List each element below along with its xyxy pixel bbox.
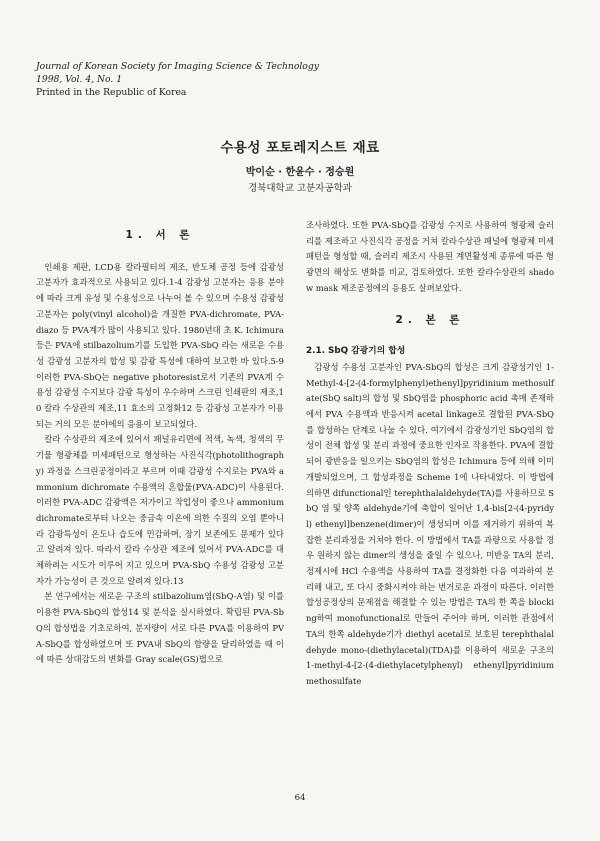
authors: 박이순 · 한윤수 · 정승원 <box>245 167 355 178</box>
journal-header <box>36 60 319 99</box>
section-heading-intro: 1. 서 론 <box>125 229 195 241</box>
page-number: 64 <box>294 793 306 803</box>
journal-volume: 1998, Vol. 4, No. 1 <box>36 74 123 85</box>
paragraph: 칼라 수상관의 제조에 있어서 패널유리면에 적색, 녹색, 청색의 무기물 형광체를 미세패턴으로 형성하는 사진식각(photolithography) 과정을 스크린공정이라고 부르며 이때 감광성 수지로는 PVA와 ammonium dichromate 수용액의 혼합물(PVA-ADC)이 사용된다. 이러한 PVA-ADC 감광액은 저가이고 작업성이 좋으나 ammonium dichromate로부터 나오는 중금속 이온에 의한 수질의 오염 뿐아니라 감광특성이 온도나 습도에 민감하며, 장기 보존에도 문제가 있다고 알려져 있다. 따라서 칼라 수상관 제조에 있어서 PVA-ADC를 대체하려는 시도가 이루어 지고 있으며 PVA-SbQ 수용성 감광성 고분자가 가능성이 큰 것으로 알려져 있다.13 <box>36 434 284 586</box>
paragraph: 본 연구에서는 새로운 구조의 stilbazolium염(SbQ-A염) 및 이를 이용한 PVA-SbQ의 합성14 및 분석을 실시하였다. 확립된 PVA-SbQ의 합성법을 기초로하여, 분자량이 서로 다른 PVA를 이용하여 PVA-SbQ를 합성하였으며 또 PVA내 SbQ의 함량을 달리하였을 때 이에 따른 상대감도의 변화를 Gray scale(GS)법으로 <box>36 591 284 665</box>
section-heading-body: 2. 본 론 <box>395 313 465 326</box>
paragraph: 인쇄용 제판, LCD용 칼라필터의 제조, 반도체 공정 등에 감광성 고분자가 효과적으로 사용되고 있다.1-4 감광성 고분자는 응용 분야에 따라 크게 유성 및 수용성으로 나누어 볼 수 있으며 수용성 감광성 고분자는 poly(vinyl alcohol)을 개질한 PVA-dichromate, PVA-diazo 등 PVA계가 많이 사용되고 있다. 1980년대 초 K. Ichimura 등은 PVA에 stilbazolium기를 도입한 PVA-SbQ 라는 새로운 수용성 감광성 고분자의 합성 및 감광 특성에 대하여 보고한 바 있다.5-9 이러한 PVA-SbQ는 negative photoresist로서 기존의 PVA계 수용성 감광성 수지보다 감광 특성이 우수하며 스크린 인쇄판의 제조,10 칼라 수상관의 제조,11 효소의 고정화12 등 감광성 고분자가 이용되는 거의 모든 분야에의 응용이 보고되었다. <box>36 261 284 429</box>
paragraph: 조사하였다. 또한 PVA-SbQ를 감광성 수지로 사용하여 형광체 슬러리를 제조하고 사진식각 공정을 거쳐 칼라수상관 패널에 형광체 미세패턴을 형성할 때, 슬러리 제조시 사용된 계면활성제 종류에 따른 형광면의 해상도 변화를 비교, 검토하였다. 또한 칼라수상관의 shadow mask 제조공정에의 응용도 살펴보았다. <box>306 220 554 293</box>
right-column <box>306 218 554 690</box>
journal-name: Journal of Korean Society for Imaging Science & Technology <box>36 61 319 72</box>
affiliation: 경북대학교 고분자공학과 <box>248 183 352 194</box>
subsection-heading: 2.1. SbQ 감광기의 합성 <box>306 346 406 357</box>
paper-title: 수용성 포토레지스트 재료 <box>220 140 380 156</box>
printed-in: Printed in the Republic of Korea <box>36 87 187 98</box>
paragraph: 감광성 수용성 고분자인 PVA-SbQ의 합성은 크게 감광성기인 1-Methyl-4-[2-(4-formylphenyl)ethenyl]pyridinium methosulfate(SbQ salt)의 합성 및 SbQ염을 phosphoric acid 촉매 존재하에서 PVA 수용액과 반응시켜 acetal linkage로 결합된 PVA-SbQ를 합성하는 단계로 나눌 수 있다. 여기에서 감광성기인 SbQ염의 합성이 전체 합성 및 분리 과정에 중요한 인자로 작용한다. PVA에 결합되어 광반응을 일으키는 SbQ염의 합성은 Ichimura 등에 의해 이미 개발되었으며, 그 합성과정을 Scheme 1에 나타내었다. 이 방법에 의하면 difunctional인 terephthalaldehyde(TA)를 사용하므로 SbQ 염 및 양쪽 aldehyde기에 축합이 일어난 1,4-bis[2-(4-pyridyl) ethenyl]benzene(dimer)이 생성되며 이를 제거하기 위하여 복잡한 분리과정을 거쳐야 한다. 이 방법에서 TA를 과량으로 사용할 경우 원하지 않는 dimer의 생성을 줄일 수 있으나, 미반응 TA의 분리, 정제시에 HCl 수용액을 사용하여 TA를 결정화한 다음 여과하여 분리해 내고, 또 다시 중화시켜야 하는 번거로운 과정이 따른다. 이러한 합성공정상의 문제점을 해결할 수 있는 방법은 TA의 한 쪽을 blocking하여 monofunctional로 만들어 주어야 하며, 이러한 관점에서 TA의 한쪽 aldehyde기가 diethyl acetal로 보호된 terephthalaldehyde mono-(diethylacetal)(TDA)를 이용하여 새로운 구조의 1-methyl-4-[2-(4-diethylacetylphenyl) ethenyl]pyridinium methosulfate <box>306 361 554 686</box>
left-column <box>36 218 284 668</box>
